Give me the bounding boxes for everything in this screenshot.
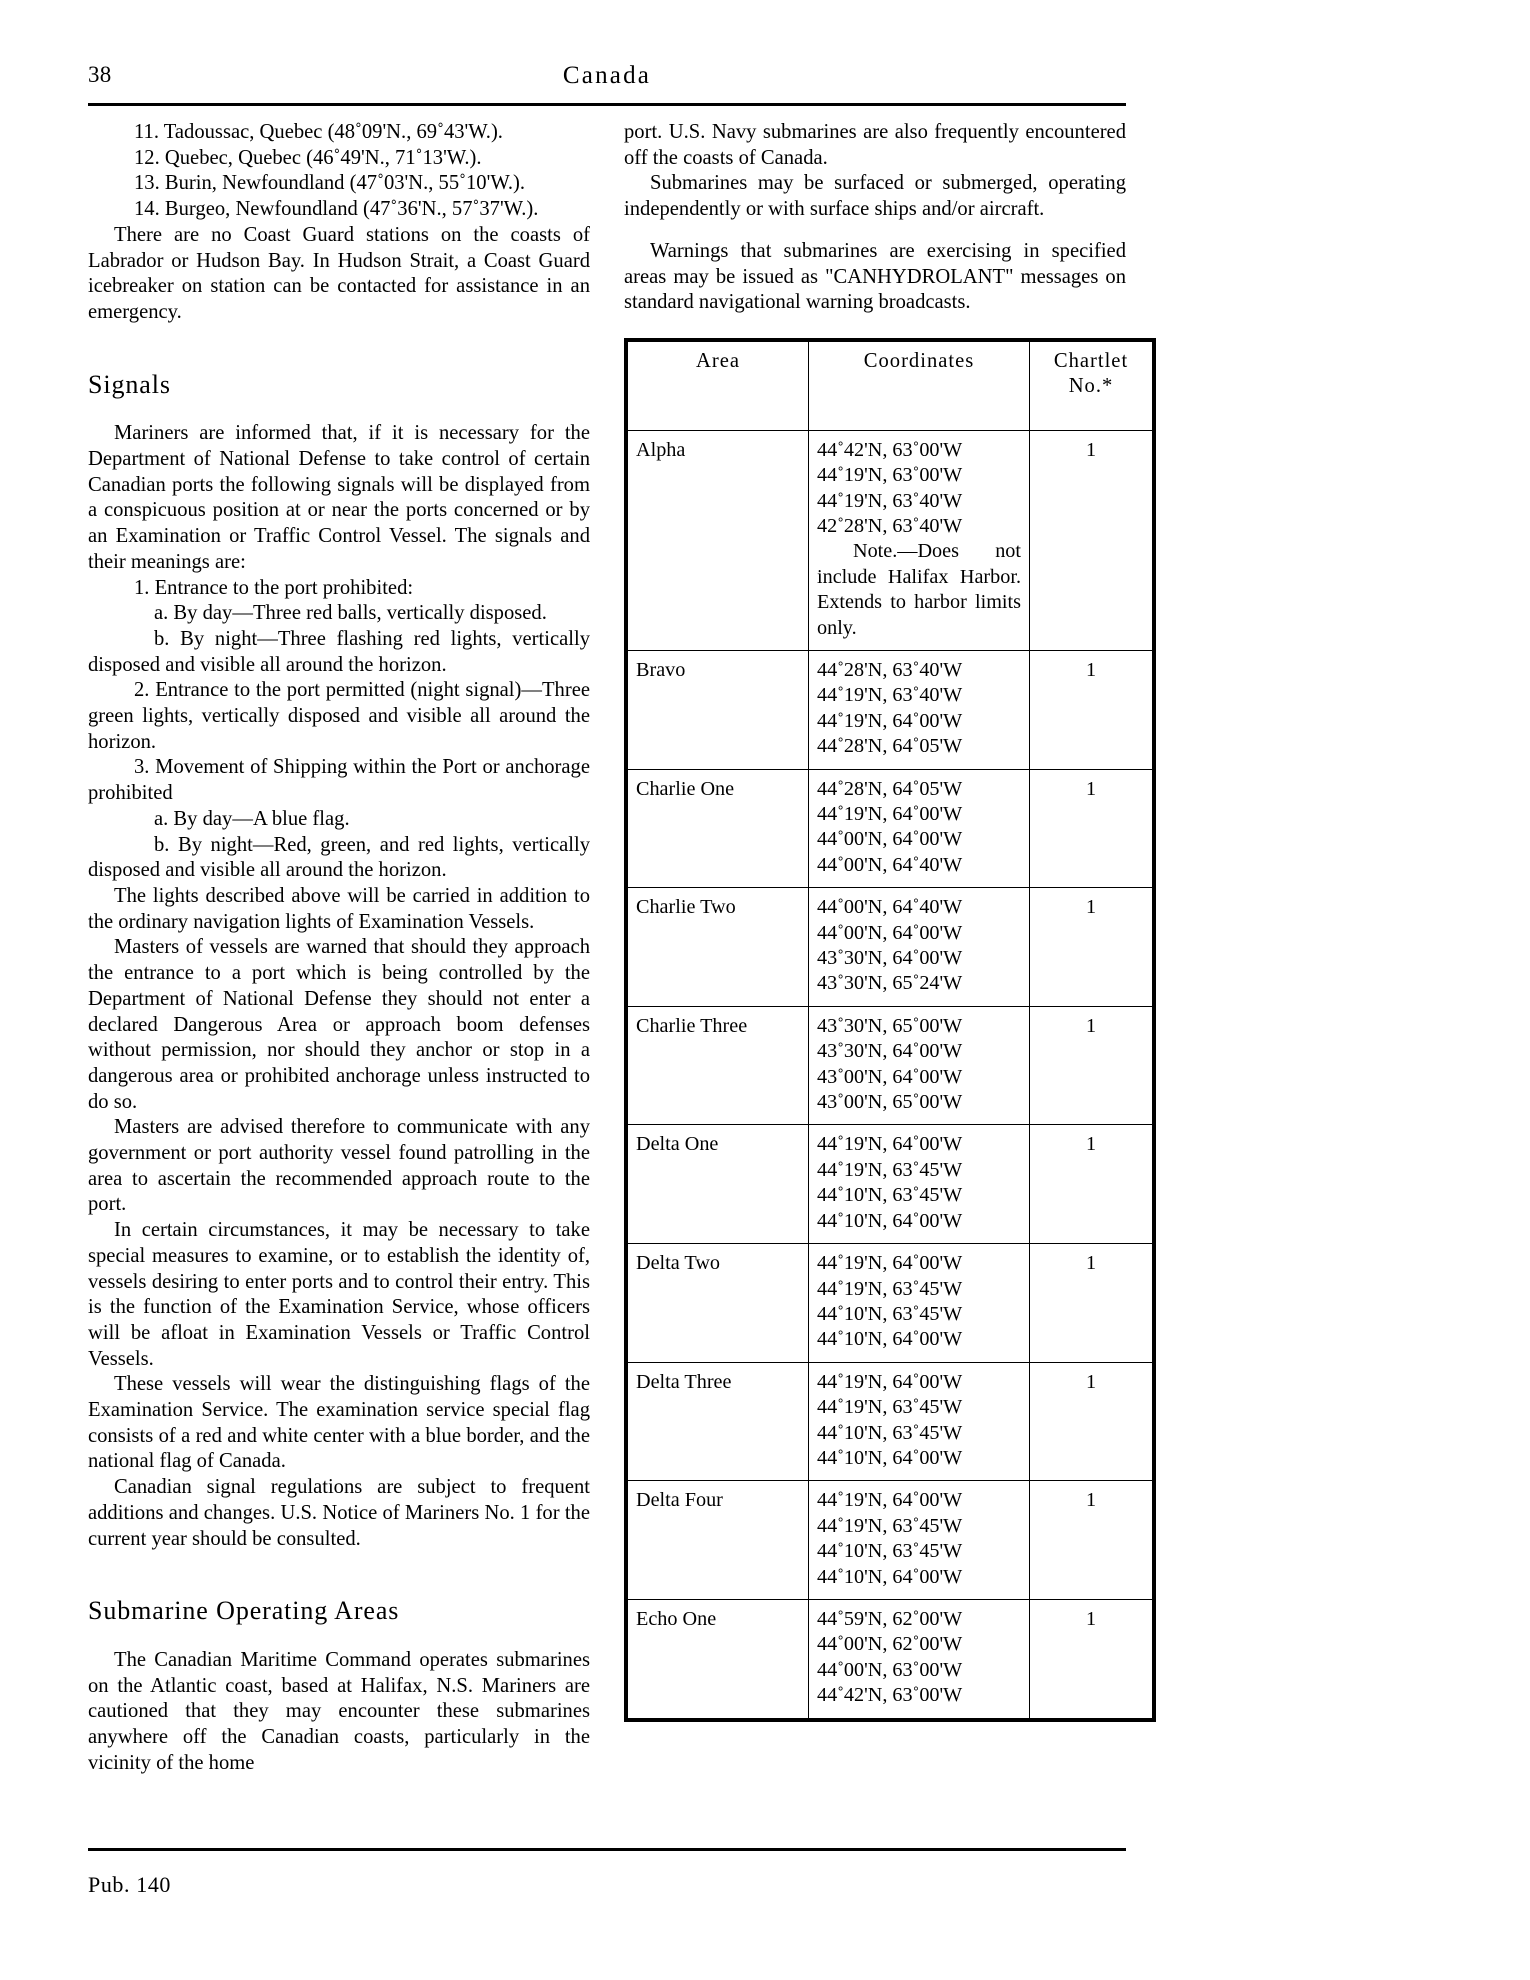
- table-row: [626, 650, 1154, 769]
- table-row: [626, 1599, 1154, 1719]
- coordinate-line: 44˚00'N, 64˚40'W: [817, 896, 963, 919]
- coordinate-line: 44˚28'N, 64˚05'W: [817, 735, 963, 758]
- cell-chartlet-no: 1: [1030, 1362, 1155, 1481]
- coordinate-line: 44˚10'N, 64˚00'W: [817, 1328, 963, 1351]
- cell-chartlet-no: 1: [1030, 430, 1155, 650]
- cell-area: Delta Four: [626, 1481, 809, 1600]
- cell-coordinates: [809, 1125, 1030, 1244]
- cell-chartlet-no: 1: [1030, 1006, 1155, 1125]
- cell-area: Delta One: [626, 1125, 809, 1244]
- table-row: [626, 1481, 1154, 1600]
- heading-submarine-operating-areas: Submarine Operating Areas: [88, 1596, 400, 1626]
- cell-note: Note.—Does not include Halifax Harbor. Extends to harbor limits only.: [817, 540, 1021, 639]
- coordinate-line: 44˚00'N, 63˚00'W: [817, 1658, 963, 1681]
- paragraph-canhydrolant-warnings: Warnings that submarines are exercising in specified areas may be issued as "CANHYDROLANT" messages on standard navigational warning broadcasts.: [624, 239, 1126, 314]
- coordinate-line: 44˚00'N, 64˚00'W: [817, 828, 963, 851]
- coordinate-line: 43˚30'N, 65˚00'W: [817, 1014, 963, 1037]
- signal-item-3b: b. By night—Red, green, and red lights, vertically disposed and visible all around the horizon.: [88, 833, 590, 882]
- table-row: [626, 888, 1154, 1007]
- cell-coordinates: [809, 1599, 1030, 1719]
- cell-coordinates: [809, 888, 1030, 1007]
- cell-area: Charlie Three: [626, 1006, 809, 1125]
- coordinate-line: 44˚19'N, 63˚45'W: [817, 1277, 963, 1300]
- paragraph-canadian-maritime-command: The Canadian Maritime Command operates submarines on the Atlantic coast, based at Halifax, N.S. Mariners are cautioned that they may encounter these submarines anywhere off the Canadian coasts, particularly in the vicinity of the home: [88, 1648, 590, 1774]
- cell-area: Bravo: [626, 650, 809, 769]
- coordinate-line: 44˚10'N, 64˚00'W: [817, 1209, 963, 1232]
- signal-item-1a: a. By day—Three red balls, vertically disposed.: [154, 602, 547, 625]
- running-head: [88, 62, 1126, 102]
- coordinate-line: 44˚19'N, 64˚00'W: [817, 1489, 963, 1512]
- coordinate-line: 44˚19'N, 64˚00'W: [817, 1133, 963, 1156]
- spacer: [624, 223, 1126, 239]
- paragraph-signal-regulations: Canadian signal regulations are subject to frequent additions and changes. U.S. Notice of Mariners No. 1 for the current year should be consulted.: [88, 1476, 590, 1550]
- coordinate-line: 43˚30'N, 65˚24'W: [817, 972, 963, 995]
- coordinate-line: 44˚19'N, 64˚00'W: [817, 1252, 963, 1275]
- column-header-coordinates: Coordinates: [809, 340, 1030, 430]
- coordinate-line: 44˚19'N, 64˚00'W: [817, 1370, 963, 1393]
- paragraph-masters-warned: Masters of vessels are warned that should they approach the entrance to a port which is being controlled by the Department of National Defense they should not enter a declared Dangerous Area or approach boom defenses without permission, nor should they anchor or stop in a dangerous area or prohibited anchorage unless instructed to do so.: [88, 936, 590, 1113]
- coordinate-line: 44˚28'N, 63˚40'W: [817, 658, 963, 681]
- cell-chartlet-no: 1: [1030, 1125, 1155, 1244]
- cell-coordinates: [809, 650, 1030, 769]
- coordinate-line: 44˚19'N, 63˚45'W: [817, 1396, 963, 1419]
- cell-chartlet-no: 1: [1030, 1599, 1155, 1719]
- list-item: 11. Tadoussac, Quebec (48˚09'N., 69˚43'W.).: [134, 121, 503, 143]
- list-item: 12. Quebec, Quebec (46˚49'N., 71˚13'W.).: [134, 146, 482, 169]
- paragraph-submarines-surfaced: Submarines may be surfaced or submerged, operating independently or with surface ships and/or aircraft.: [624, 172, 1126, 221]
- table-row: [626, 430, 1154, 650]
- paragraph-distinguishing-flags: These vessels will wear the distinguishing flags of the Examination Service. The examination service special flag consists of a red and white center with a blue border, and the national flag of Canada.: [88, 1373, 590, 1473]
- cell-coordinates: [809, 769, 1030, 888]
- paragraph-lights-described: The lights described above will be carried in addition to the ordinary navigation lights of Examination Vessels.: [88, 884, 590, 933]
- table-row: [626, 1125, 1154, 1244]
- signal-item-1b: b. By night—Three flashing red lights, vertically disposed and visible all around the horizon.: [88, 627, 590, 676]
- coordinate-line: 43˚00'N, 65˚00'W: [817, 1091, 963, 1114]
- coordinate-line: 44˚28'N, 64˚05'W: [817, 777, 963, 800]
- coordinate-line: 44˚42'N, 63˚00'W: [817, 438, 963, 461]
- cell-area: Delta Two: [626, 1244, 809, 1363]
- signal-item-3: 3. Movement of Shipping within the Port or anchorage prohibited: [88, 756, 590, 805]
- page-title: Canada: [562, 62, 652, 89]
- column-header-area: Area: [626, 340, 809, 430]
- cell-chartlet-no: 1: [1030, 1481, 1155, 1600]
- cell-chartlet-no: 1: [1030, 769, 1155, 888]
- coordinate-line: 44˚10'N, 63˚45'W: [817, 1421, 963, 1444]
- list-item: 13. Burin, Newfoundland (47˚03'N., 55˚10'W.).: [134, 172, 526, 195]
- spacer: [88, 1552, 590, 1598]
- paragraph-mariners-informed: Mariners are informed that, if it is necessary for the Department of National Defense to take control of certain Canadian ports the following signals will be displayed from a conspicuous position at or near the ports concerned or by an Examination or Traffic Control Vessel. The signals and their meanings are:: [88, 422, 590, 573]
- coordinate-line: 44˚10'N, 63˚45'W: [817, 1184, 963, 1207]
- submarine-operating-areas-table: [624, 338, 1156, 1722]
- coordinate-line: 44˚10'N, 63˚45'W: [817, 1302, 963, 1325]
- coordinate-line: 43˚00'N, 64˚00'W: [817, 1065, 963, 1088]
- cell-area: Echo One: [626, 1599, 809, 1719]
- coordinate-line: 44˚19'N, 63˚40'W: [817, 489, 963, 512]
- spacer: [88, 1624, 590, 1648]
- cell-area: Alpha: [626, 430, 809, 650]
- cell-coordinates: [809, 1244, 1030, 1363]
- table-header: [626, 340, 1154, 430]
- cell-coordinates: [809, 1006, 1030, 1125]
- signal-item-3a: a. By day—A blue flag.: [154, 807, 350, 830]
- heading-signals: Signals: [88, 369, 171, 399]
- right-column: [624, 120, 1129, 1722]
- cell-area: Charlie One: [626, 769, 809, 888]
- coordinate-line: 44˚59'N, 62˚00'W: [817, 1607, 963, 1630]
- spacer: [88, 326, 590, 372]
- table-row: [626, 769, 1154, 888]
- paragraph-certain-circumstances: In certain circumstances, it may be necessary to take special measures to examine, or to establish the identity of, vessels desiring to enter ports and to control their entry. This is the function of the Examination Service, whose officers will be afloat in Examination Vessels or Traffic Control Vessels.: [88, 1219, 590, 1370]
- cell-coordinates: [809, 430, 1030, 650]
- table-body: [626, 430, 1154, 1719]
- cell-area: Charlie Two: [626, 888, 809, 1007]
- coordinate-line: 44˚00'N, 64˚00'W: [817, 921, 963, 944]
- coordinate-line: 44˚19'N, 64˚00'W: [817, 803, 963, 826]
- table-header-row: [626, 340, 1154, 430]
- coordinate-line: 44˚00'N, 62˚00'W: [817, 1633, 963, 1656]
- publication-number: Pub. 140: [88, 1872, 172, 1897]
- coordinate-line: 44˚10'N, 63˚45'W: [817, 1540, 963, 1563]
- signal-item-1: 1. Entrance to the port prohibited:: [134, 576, 414, 599]
- cell-coordinates: [809, 1362, 1030, 1481]
- cell-chartlet-no: 1: [1030, 650, 1155, 769]
- coordinate-line: 44˚19'N, 63˚00'W: [817, 464, 963, 487]
- coordinate-line: 44˚10'N, 64˚00'W: [817, 1446, 963, 1469]
- paragraph-masters-advised: Masters are advised therefore to communicate with any government or port authority vessel found patrolling in the area to ascertain the recommended approach route to the port.: [88, 1116, 590, 1216]
- coast-guard-station-list: [88, 120, 590, 223]
- paragraph-coast-guard: There are no Coast Guard stations on the coasts of Labrador or Hudson Bay. In Hudson Strait, a Coast Guard icebreaker on station can be contacted for assistance in an emergency.: [88, 223, 590, 323]
- coordinate-line: 44˚00'N, 64˚40'W: [817, 853, 963, 876]
- left-column: [88, 120, 590, 1776]
- list-item: 14. Burgeo, Newfoundland (47˚36'N., 57˚37'W.).: [134, 198, 539, 221]
- coordinate-line: 43˚30'N, 64˚00'W: [817, 947, 963, 970]
- table-row: [626, 1006, 1154, 1125]
- table-row: [626, 1244, 1154, 1363]
- footer-rule: [88, 1848, 1126, 1851]
- signal-item-2: 2. Entrance to the port permitted (night signal)—Three green lights, vertically disposed and visible all around the horizon.: [88, 679, 590, 753]
- coordinate-line: 44˚19'N, 63˚45'W: [817, 1514, 963, 1537]
- coordinate-line: 44˚19'N, 64˚00'W: [817, 709, 963, 732]
- cell-area: Delta Three: [626, 1362, 809, 1481]
- table-row: [626, 1362, 1154, 1481]
- cell-chartlet-no: 1: [1030, 888, 1155, 1007]
- coordinate-line: 44˚42'N, 63˚00'W: [817, 1684, 963, 1707]
- column-header-chartlet-no: Chartlet No.*: [1030, 340, 1155, 430]
- coordinate-line: 44˚19'N, 63˚45'W: [817, 1158, 963, 1181]
- submarine-operating-areas-table-wrapper: [624, 338, 1129, 1722]
- paragraph-port-continued: port. U.S. Navy submarines are also frequently encountered off the coasts of Canada.: [624, 121, 1126, 169]
- cell-chartlet-no: 1: [1030, 1244, 1155, 1363]
- header-rule: [88, 103, 1126, 106]
- coordinate-line: 44˚10'N, 64˚00'W: [817, 1565, 963, 1588]
- page-number: 38: [88, 62, 112, 87]
- coordinate-line: 43˚30'N, 64˚00'W: [817, 1040, 963, 1063]
- cell-coordinates: [809, 1481, 1030, 1600]
- spacer: [88, 397, 590, 421]
- coordinate-line: 42˚28'N, 63˚40'W: [817, 514, 963, 537]
- coordinate-line: 44˚19'N, 63˚40'W: [817, 684, 963, 707]
